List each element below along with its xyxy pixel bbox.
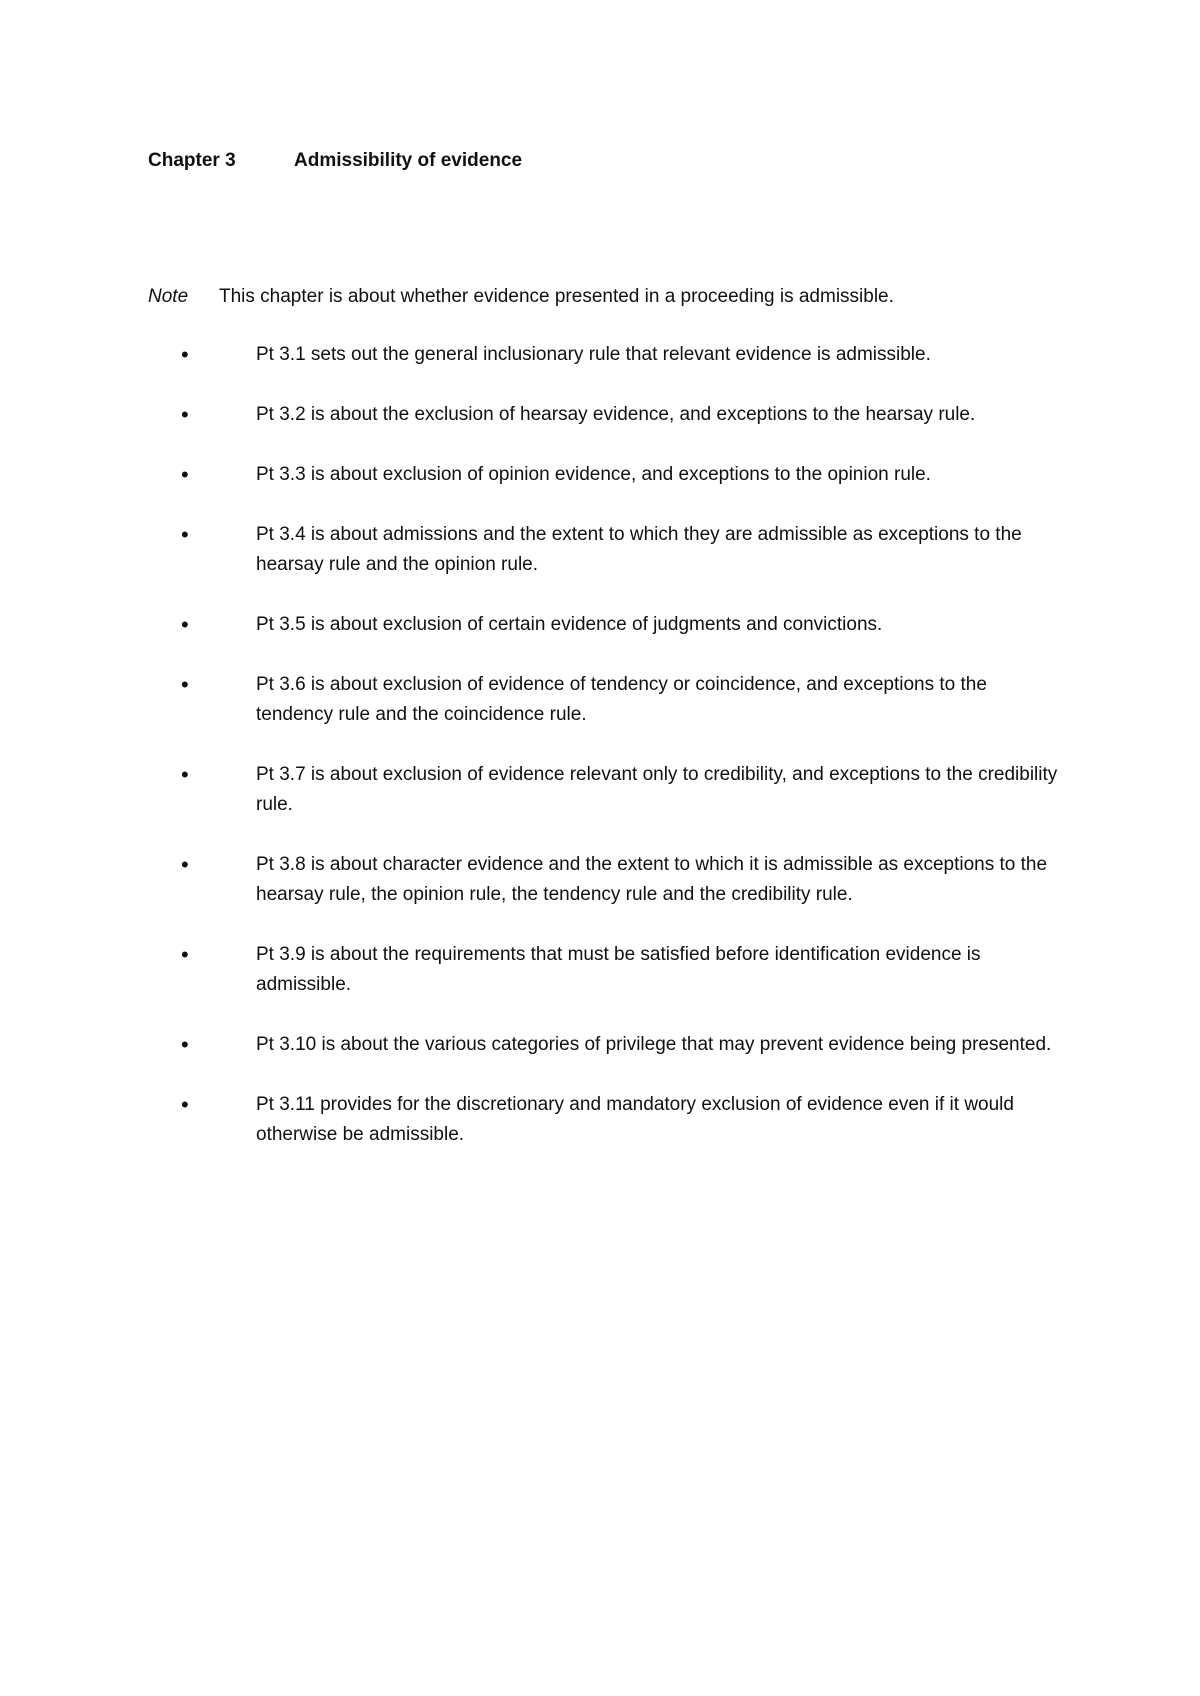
list-item: • Pt 3.11 provides for the discretionary and mandatory exclusion of evidence even if it would otherwise be admissible.	[148, 1090, 1068, 1150]
chapter-heading	[148, 148, 522, 174]
chapter-title: Admissibility of evidence	[294, 150, 523, 171]
list-item: • Pt 3.7 is about exclusion of evidence relevant only to credibility, and exceptions to the credibility rule.	[148, 760, 1068, 820]
list-item: • Pt 3.2 is about the exclusion of hearsay evidence, and exceptions to the hearsay rule.	[148, 400, 1068, 430]
note-label: Note	[148, 286, 189, 307]
list-item: • Pt 3.3 is about exclusion of opinion evidence, and exceptions to the opinion rule.	[148, 460, 1068, 490]
list-item: • Pt 3.4 is about admissions and the extent to which they are admissible as exceptions to the hearsay rule and the opinion rule.	[148, 520, 1068, 580]
list-item: • Pt 3.1 sets out the general inclusionary rule that relevant evidence is admissible.	[148, 340, 1068, 370]
list-item: • Pt 3.6 is about exclusion of evidence of tendency or coincidence, and exceptions to the tendency rule and the coincidence rule.	[148, 670, 1068, 730]
note-text: This chapter is about whether evidence presented in a proceeding is admissible.	[219, 286, 894, 307]
list-item: • Pt 3.5 is about exclusion of certain evidence of judgments and convictions.	[148, 610, 1068, 640]
list-item: • Pt 3.9 is about the requirements that must be satisfied before identification evidence is admissible.	[148, 940, 1068, 1000]
list-item: • Pt 3.8 is about character evidence and the extent to which it is admissible as exceptions to the hearsay rule, the opinion rule, the tendency rule and the credibility rule.	[148, 850, 1068, 910]
chapter-note	[148, 284, 894, 310]
list-item: • Pt 3.10 is about the various categories of privilege that may prevent evidence being presented.	[148, 1030, 1068, 1060]
chapter-number: Chapter 3	[148, 150, 236, 171]
parts-list	[148, 340, 1068, 1180]
